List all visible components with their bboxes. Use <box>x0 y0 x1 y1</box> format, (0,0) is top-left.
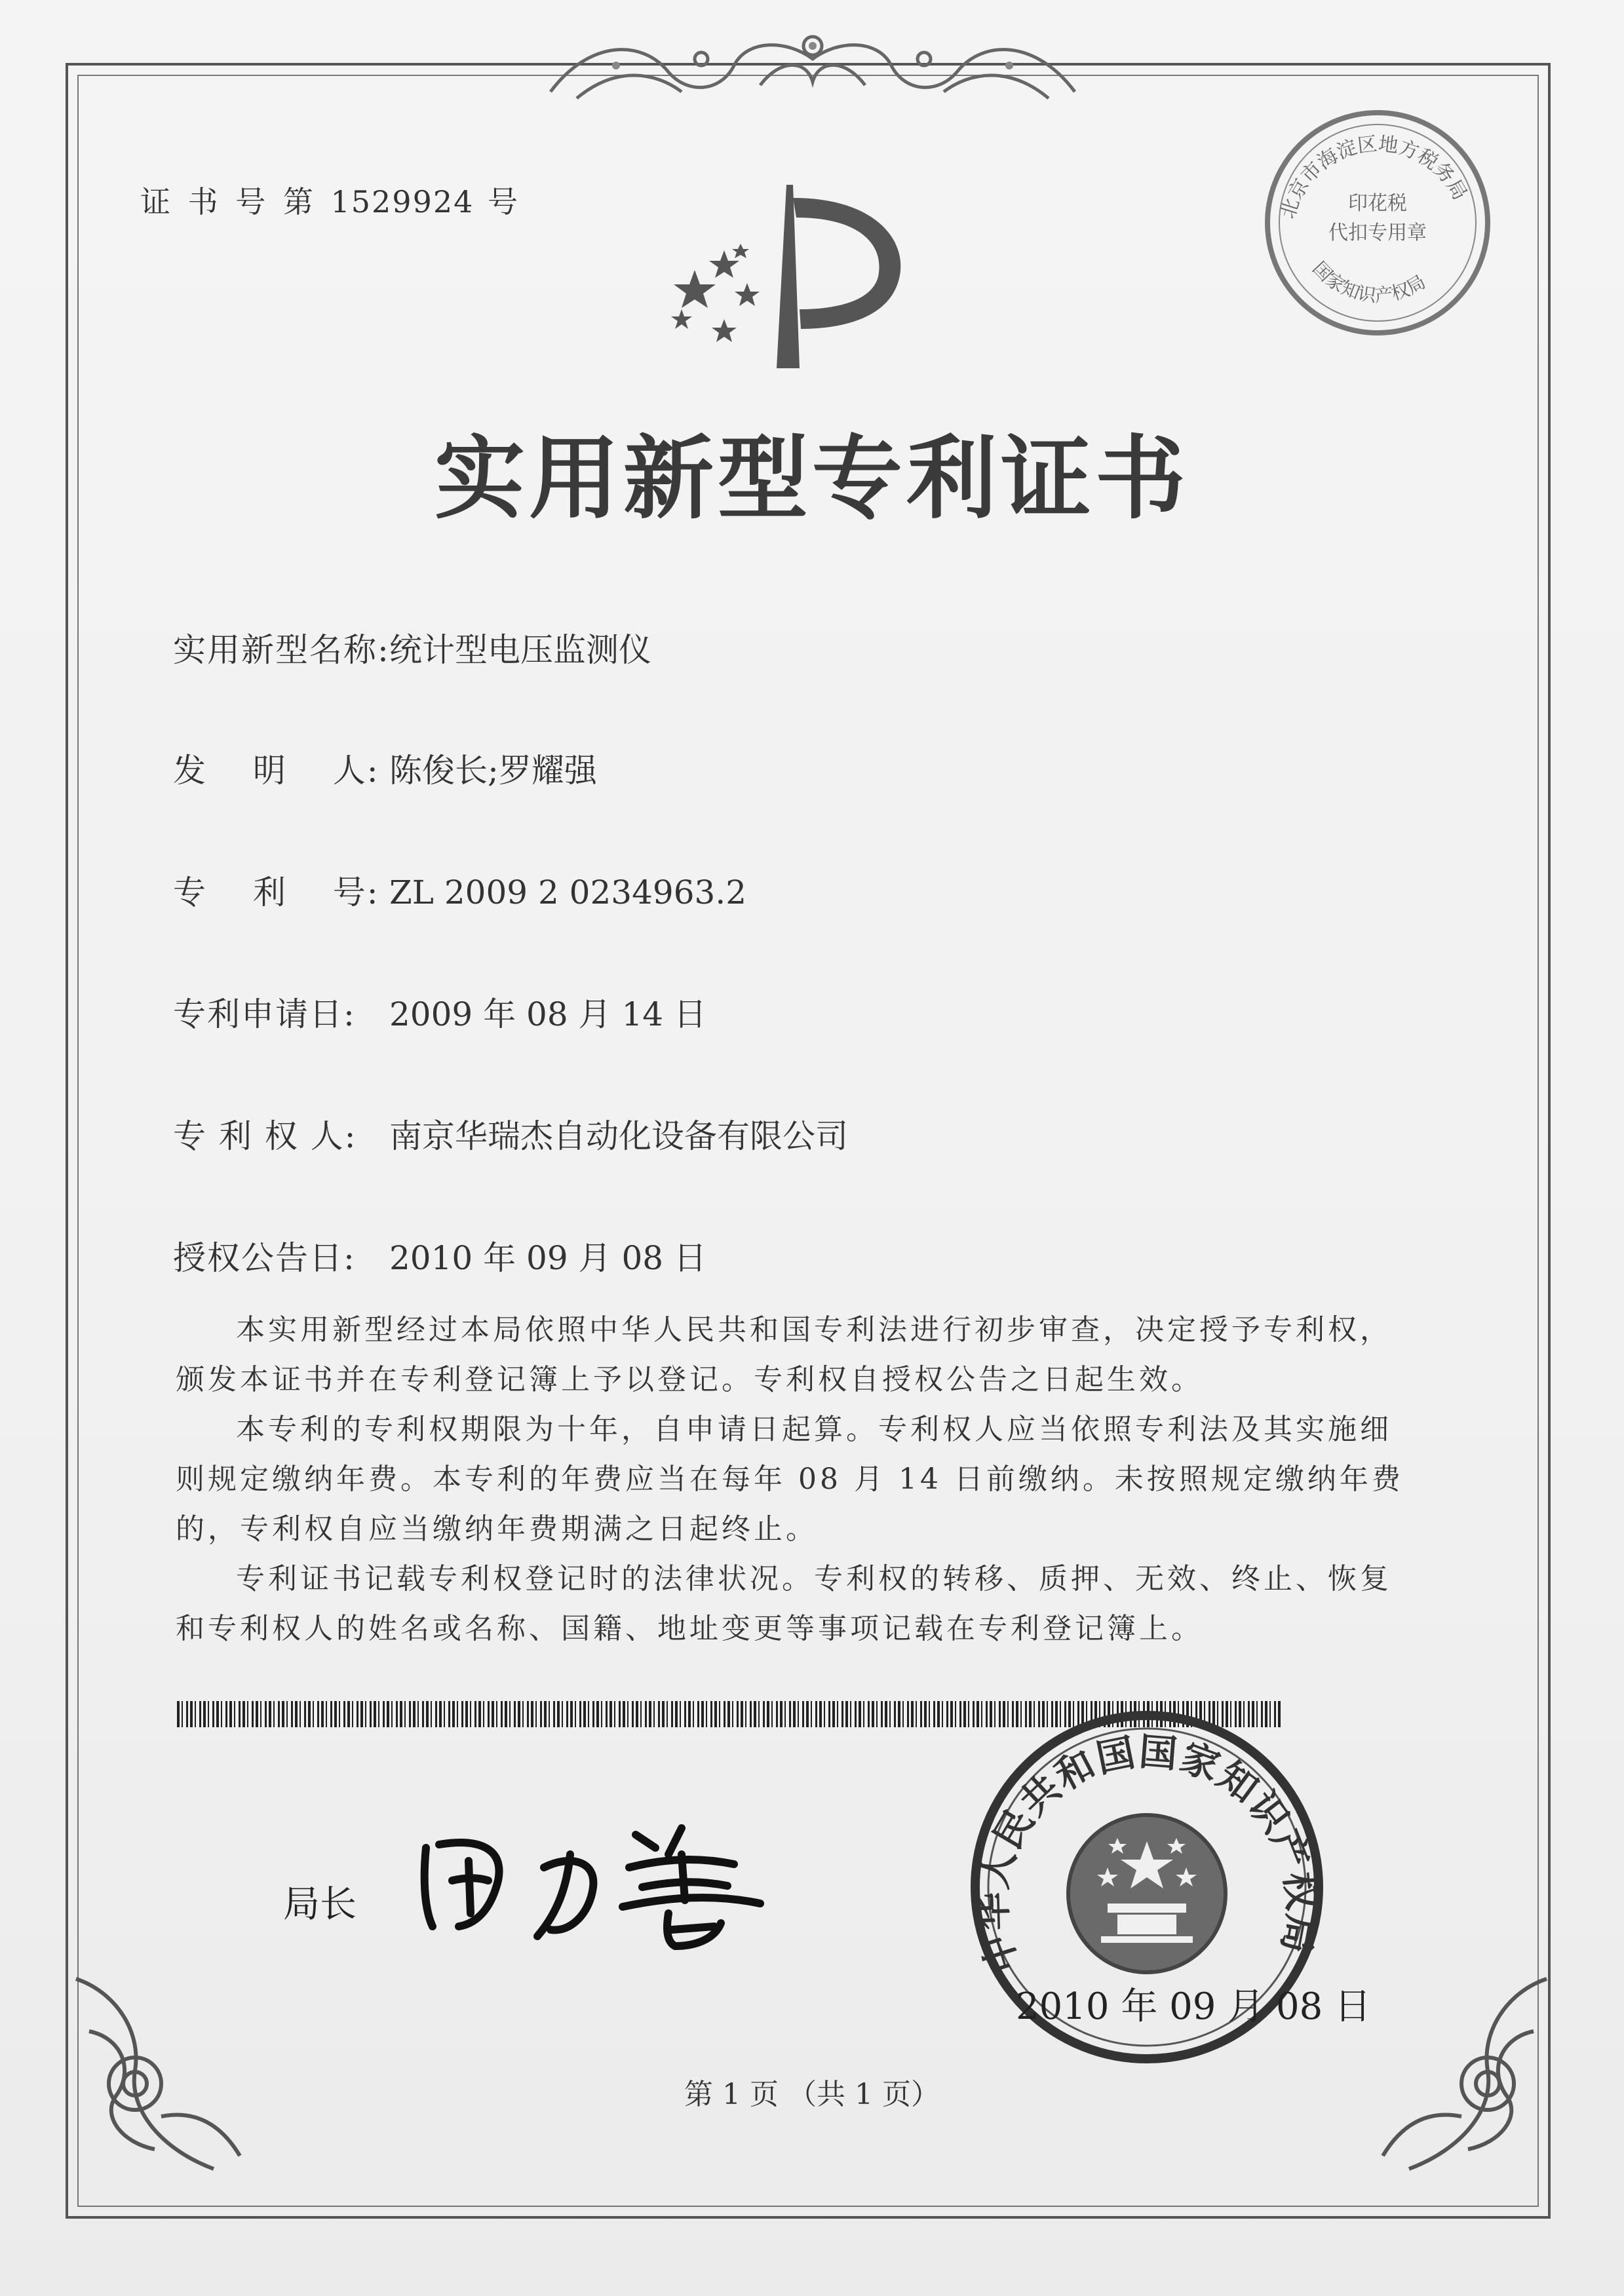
body-paragraph: 本专利的专利权期限为十年，自申请日起算。专利权人应当依照专利法及其实施细则规定缴纳年费。本专利的年费应当在每年 08 月 14 日前缴纳。未按照规定缴纳年费的，专利权自应当缴纳年费期满之日起终止。 <box>176 1413 1404 1546</box>
certificate-number-value: 1529924 <box>330 184 474 220</box>
certificate-number-suffix: 号 <box>488 184 522 220</box>
field-value: 2009 年 08 月 14 日 <box>389 995 706 1033</box>
field-value: 南京华瑞杰自动化设备有限公司 <box>389 1117 848 1155</box>
director-signature <box>406 1808 773 1953</box>
patent-office-emblem <box>662 172 937 381</box>
field-value: 统计型电压监测仪 <box>389 631 651 669</box>
field-value: 陈俊长;罗耀强 <box>389 752 597 790</box>
tax-seal <box>1260 105 1496 341</box>
field-label: 发 明 人: <box>173 752 379 790</box>
top-ornament <box>537 20 1088 118</box>
seal-ring-text: 中华人民共和国国家知识产权局 <box>970 1729 1324 1979</box>
field-label: 授权公告日: <box>173 1239 356 1277</box>
tax-seal-inner-line-1: 印花税 <box>1348 192 1407 215</box>
field-label: 专 利 号: <box>173 873 379 911</box>
field-grant-date <box>173 1232 706 1279</box>
national-emblem-icon <box>1068 1815 1226 1972</box>
field-application-date <box>173 988 706 1035</box>
field-value: 2010 年 09 月 08 日 <box>389 1239 706 1277</box>
field-utility-model-name <box>173 624 651 671</box>
tax-seal-outer-text: 北京市海淀区地方税务局 <box>1276 132 1472 221</box>
svg-text:国家知识产权局 <box>1308 258 1429 307</box>
field-label: 专 利 权 人: <box>173 1117 357 1155</box>
tax-seal-bottom-text: 国家知识产权局 <box>1308 257 1429 307</box>
page-footer: 第 1 页 （共 1 页） <box>684 2078 940 2111</box>
director-label: 局长 <box>283 1883 357 1926</box>
certificate-number-label: 证 书 号 第 <box>140 184 317 220</box>
field-label: 实用新型名称: <box>173 631 390 669</box>
field-inventors <box>173 744 597 792</box>
field-patent-number <box>173 866 746 913</box>
field-label: 专利申请日: <box>173 995 356 1033</box>
certificate-title: 实用新型专利证书 <box>434 426 1189 531</box>
seal-date: 2010 年 09 月 08 日 <box>1016 1985 1372 2028</box>
tax-seal-inner-line-2: 代扣专用章 <box>1328 221 1427 244</box>
body-paragraph: 本实用新型经过本局依照中华人民共和国专利法进行初步审查，决定授予专利权，颁发本证书并在专利登记簿上予以登记。专利权自授权公告之日起生效。 <box>176 1313 1392 1396</box>
body-paragraph: 专利证书记载专利权登记时的法律状况。专利权的转移、质押、无效、终止、恢复和专利权人的姓名或名称、国籍、地址变更等事项记载在专利登记簿上。 <box>176 1562 1392 1645</box>
certificate-number <box>140 178 522 221</box>
field-value: ZL 2009 2 0234963.2 <box>389 873 747 911</box>
field-patentee <box>173 1110 848 1157</box>
